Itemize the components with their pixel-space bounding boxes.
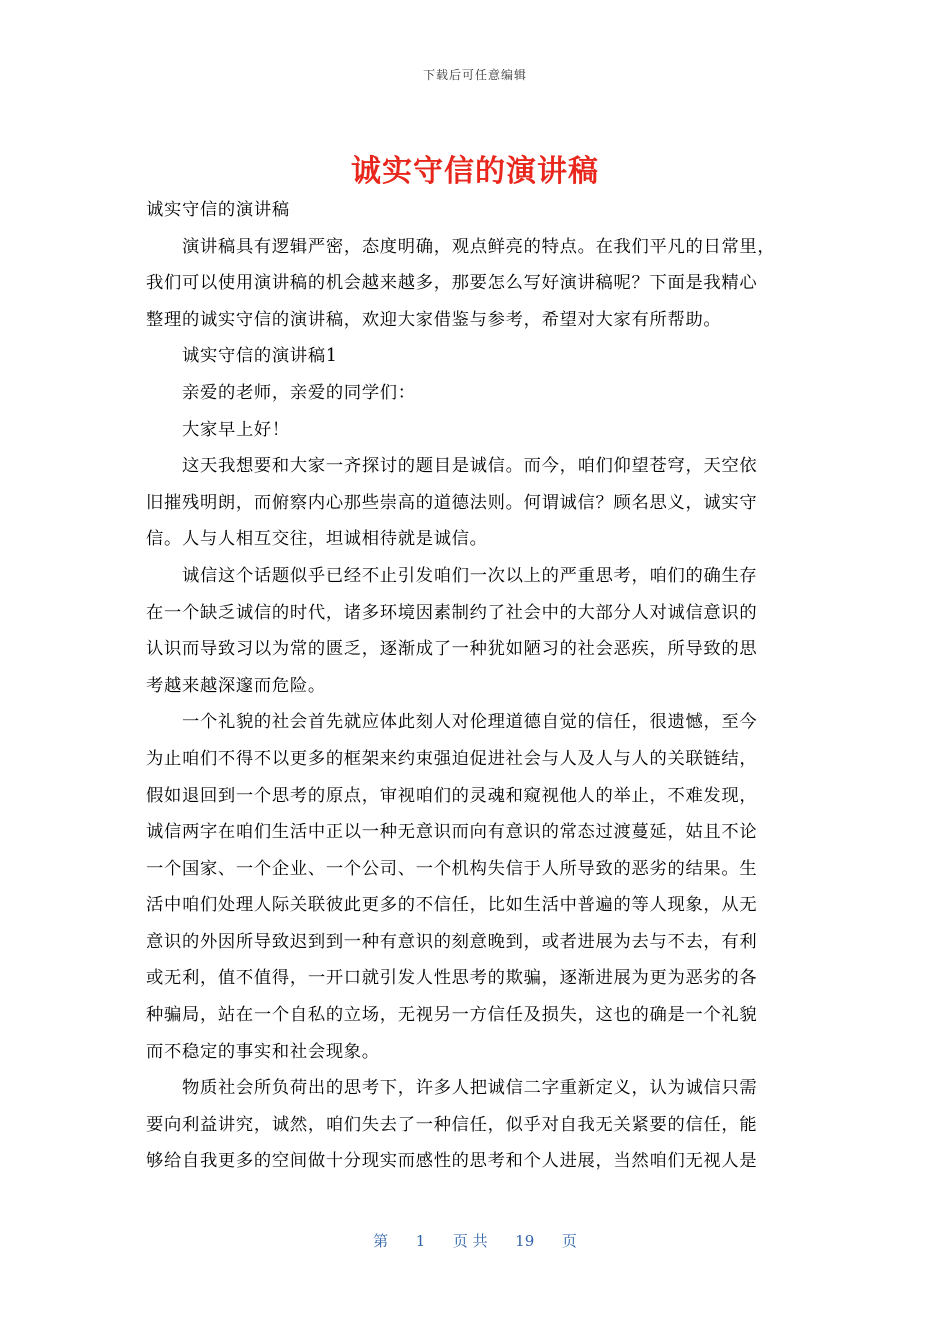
paragraph-line: 够给自我更多的空间做十分现实而感性的思考和个人进展，当然咱们无视人是 (146, 1151, 758, 1172)
footer-mid: 页 共 (452, 1232, 488, 1250)
paragraph-line: 一个礼貌的社会首先就应体此刻人对伦理道德自觉的信任，很遗憾，至今 (182, 712, 758, 733)
paragraph-line: 考越来越深邃而危险。 (146, 675, 326, 696)
paragraph-line: 物质社会所负荷出的思考下，许多人把诚信二字重新定义，认为诚信只需 (182, 1078, 758, 1099)
footer-suffix: 页 (561, 1232, 577, 1250)
greeting: 大家早上好！ (182, 419, 290, 440)
salutation: 亲爱的老师，亲爱的同学们： (182, 382, 416, 403)
paragraph-line: 而不稳定的事实和社会现象。 (146, 1041, 380, 1062)
paragraph-line: 整理的诚实守信的演讲稿，欢迎大家借鉴与参考，希望对大家有所帮助。 (146, 309, 722, 330)
document-title: 诚实守信的演讲稿 (351, 154, 599, 189)
paragraph-line: 一个国家、一个企业、一个公司、一个机构失信于人所导致的恶劣的结果。生 (146, 858, 758, 879)
paragraph-line: 诚信这个话题似乎已经不止引发咱们一次以上的严重思考，咱们的确生存 (182, 565, 758, 586)
paragraph-line: 信。人与人相互交往，坦诚相待就是诚信。 (146, 529, 488, 550)
paragraph-line: 认识而导致习以为常的匮乏，逐渐成了一种犹如陋习的社会恶疾，所导致的思 (146, 639, 758, 660)
paragraph-line: 这天我想要和大家一齐探讨的题目是诚信。而今，咱们仰望苍穹，天空依 (182, 456, 758, 477)
paragraph-line: 活中咱们处理人际关联彼此更多的不信任，比如生活中普遍的等人现象，从无 (146, 895, 758, 916)
paragraph-line: 要向利益讲究，诚然，咱们失去了一种信任，似乎对自我无关紧要的信任，能 (146, 1114, 758, 1135)
paragraph-line: 意识的外因所导致迟到到一种有意识的刻意晚到，或者进展为去与不去，有利 (146, 931, 758, 952)
page-footer (0, 1230, 950, 1251)
paragraph-line: 诚信两字在咱们生活中正以一种无意识而向有意识的常态过渡蔓延，姑且不论 (146, 822, 758, 843)
document-body (146, 192, 796, 1180)
paragraph-line: 在一个缺乏诚信的时代，诸多环境因素制约了社会中的大部分人对诚信意识的 (146, 602, 758, 623)
paragraph-line: 演讲稿具有逻辑严密，态度明确，观点鲜亮的特点。在我们平凡的日常里， (182, 236, 776, 257)
paragraph-line: 为止咱们不得不以更多的框架来约束强迫促进社会与人及人与人的关联链结， (146, 748, 758, 769)
paragraph-line: 我们可以使用演讲稿的机会越来越多，那要怎么写好演讲稿呢？下面是我精心 (146, 273, 758, 294)
paragraph-line: 旧摧残明朗，而俯察内心那些崇高的道德法则。何谓诚信？顾名思义，诚实守 (146, 492, 758, 513)
header-note: 下载后可任意编辑 (422, 68, 527, 82)
paragraph-line: 假如退回到一个思考的原点，审视咱们的灵魂和窥视他人的举止，不难发现， (146, 785, 758, 806)
total-pages: 19 (515, 1232, 535, 1250)
footer-prefix: 第 (373, 1232, 389, 1250)
subtitle-line: 诚实守信的演讲稿 (146, 200, 290, 220)
page-number: 1 (415, 1232, 426, 1250)
paragraph-line: 种骗局，站在一个自私的立场，无视另一方信任及损失，这也的确是一个礼貌 (146, 1005, 758, 1026)
paragraph-line: 或无利，值不值得，一开口就引发人性思考的欺骗，逐渐进展为更为恶劣的各 (146, 968, 758, 989)
section-heading: 诚实守信的演讲稿1 (182, 346, 338, 367)
